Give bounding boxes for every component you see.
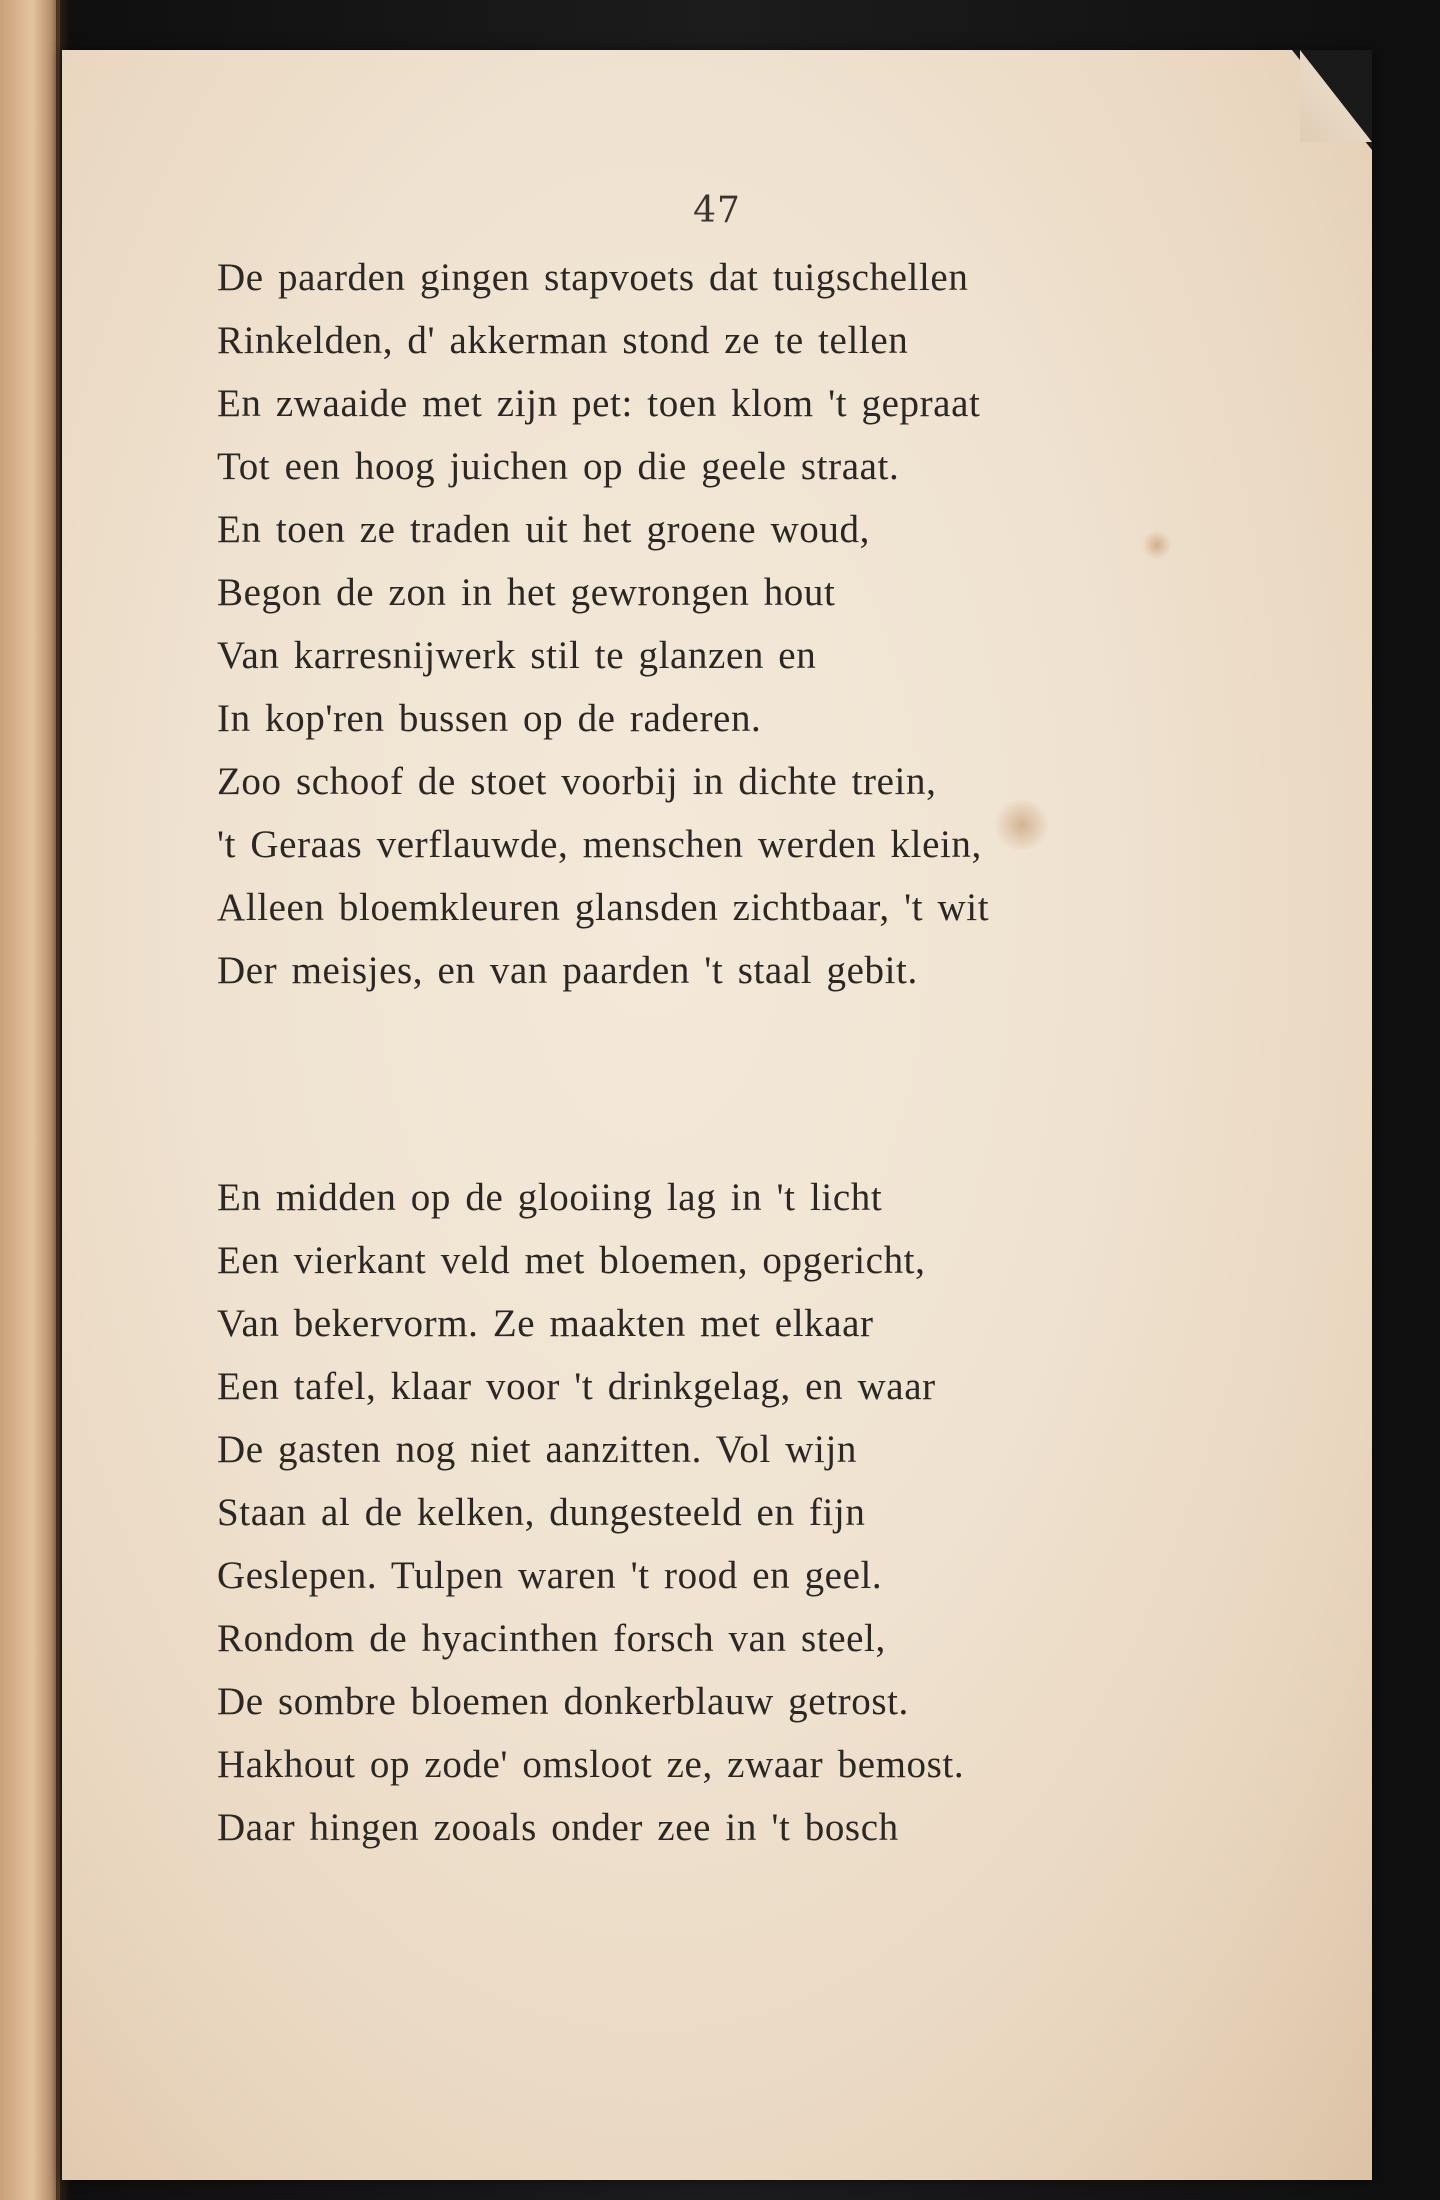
poem-line: En zwaaide met zijn pet: toen klom 't gepraat	[217, 382, 981, 425]
poem-stanza-1	[217, 246, 989, 1002]
poem-line: Daar hingen zooals onder zee in 't bosch	[217, 1806, 899, 1849]
page-number: 47	[693, 190, 741, 231]
poem-line: En midden op de glooiing lag in 't licht	[217, 1176, 883, 1219]
poem-line: Rinkelden, d' akkerman stond ze te tellen	[217, 319, 909, 362]
poem-line: Begon de zon in het gewrongen hout	[217, 571, 836, 614]
poem-line: Een tafel, klaar voor 't drinkgelag, en waar	[217, 1365, 936, 1408]
poem-line: Van bekervorm. Ze maakten met elkaar	[217, 1302, 874, 1345]
poem-line: 't Geraas verflauwde, menschen werden klein,	[217, 823, 982, 866]
poem-line: Staan al de kelken, dungesteeld en fijn	[217, 1491, 866, 1534]
poem-line: En toen ze traden uit het groene woud,	[217, 508, 870, 551]
left-page-edge	[0, 0, 60, 2200]
poem-line: De sombre bloemen donkerblauw getrost.	[217, 1680, 909, 1723]
poem-line: Zoo schoof de stoet voorbij in dichte trein,	[217, 760, 937, 803]
foxing-stain	[992, 800, 1052, 850]
book-page	[62, 50, 1372, 2180]
poem-line: Van karresnijwerk stil te glanzen en	[217, 634, 817, 677]
poem-line: Geslepen. Tulpen waren 't rood en geel.	[217, 1554, 883, 1597]
poem-line: Hakhout op zode' omsloot ze, zwaar bemost.	[217, 1743, 965, 1786]
poem-line: Der meisjes, en van paarden 't staal gebit.	[217, 949, 918, 992]
foxing-stain	[1142, 530, 1172, 560]
poem-line: De paarden gingen stapvoets dat tuigschellen	[217, 256, 969, 299]
poem-line: Een vierkant veld met bloemen, opgericht,	[217, 1239, 926, 1282]
poem-line: Tot een hoog juichen op die geele straat.	[217, 445, 900, 488]
poem-line: De gasten nog niet aanzitten. Vol wijn	[217, 1428, 857, 1471]
poem-line: Alleen bloemkleuren glansden zichtbaar, 't wit	[217, 886, 990, 929]
poem-stanza-2	[217, 1166, 964, 1859]
poem-line: Rondom de hyacinthen forsch van steel,	[217, 1617, 886, 1660]
poem-line: In kop'ren bussen op de raderen.	[217, 697, 762, 740]
